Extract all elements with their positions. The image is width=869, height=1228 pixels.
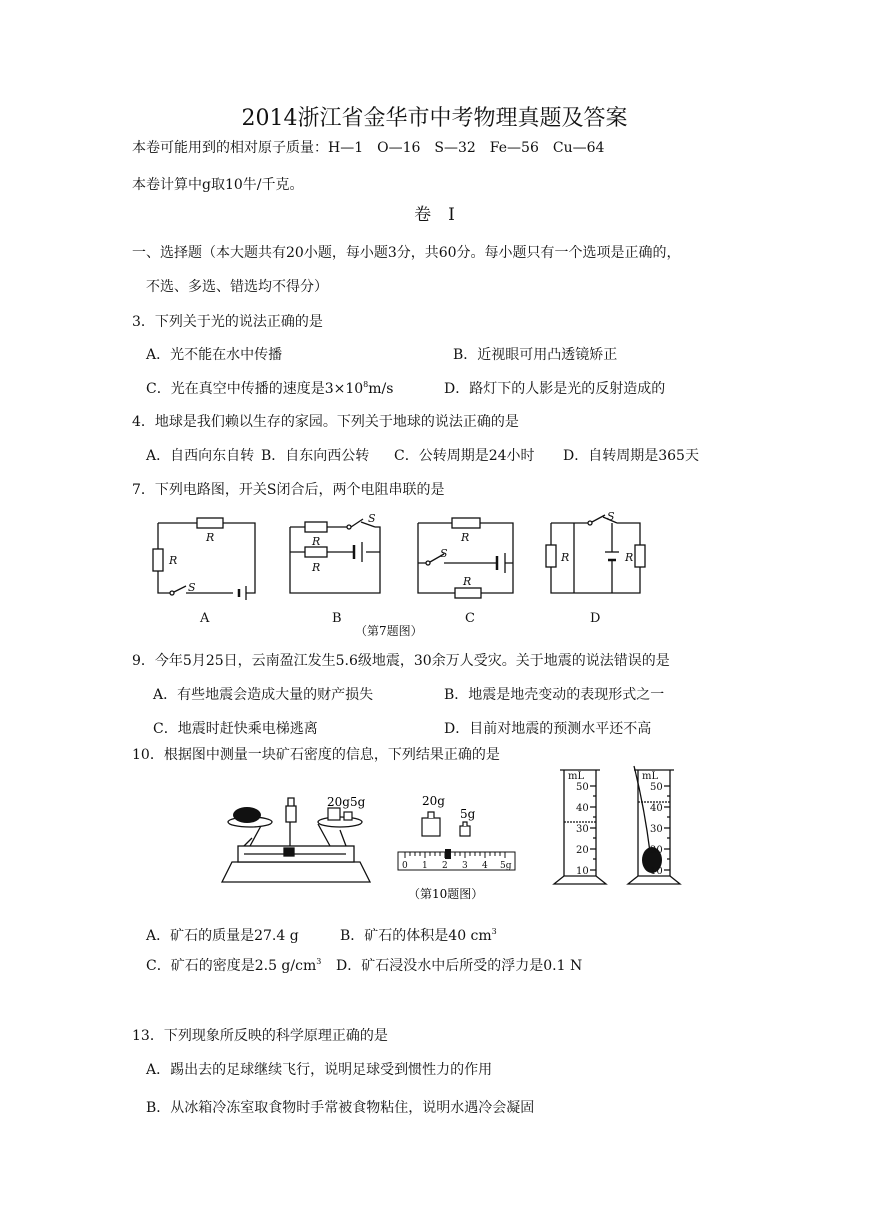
circuit-a-r-top: R [206, 531, 215, 544]
circuit-c-r-bottom: R [463, 575, 472, 588]
q10-caption: （第10题图） [408, 887, 484, 901]
q4-option-b: B．自东向西公转 [261, 448, 370, 464]
pan-weights [328, 808, 352, 820]
cylinder-1-tick-50: 50 [576, 782, 589, 793]
q9-option-d: D．目前对地震的预测水平还不高 [444, 721, 652, 737]
q3-option-d: D．路灯下的人影是光的反射造成的 [444, 381, 666, 397]
circuit-c-r-top: R [461, 531, 470, 544]
q4-option-a: A．自西向东自转 [146, 448, 255, 464]
circuit-c-label: C [465, 611, 475, 626]
weight-5g-label: 5g [460, 807, 476, 821]
circuit-b-label: B [332, 611, 342, 626]
q13-option-a: A．踢出去的足球继续飞行，说明足球受到惯性力的作用 [146, 1062, 493, 1078]
circuit-b-r-top: R [312, 535, 321, 548]
q9-option-a: A．有些地震会造成大量的财产损失 [153, 687, 374, 703]
q7-stem: 7．下列电路图，开关S闭合后，两个电阻串联的是 [132, 482, 445, 498]
ruler-tick-2: 2 [442, 861, 448, 871]
intro-g-value: 本卷计算中g取10牛/千克。 [132, 177, 304, 193]
instructions-line-1: 一、选择题（本大题共有20小题，每小题3分，共60分。每小题只有一个选项是正确的， [132, 245, 681, 261]
q4-option-d: D．自转周期是365天 [563, 448, 699, 464]
ruler-tick-5: 5g [500, 861, 512, 871]
cylinder-1-tick-20: 20 [576, 845, 589, 856]
ruler-tick-0: 0 [402, 861, 408, 871]
ore-rock [233, 807, 261, 823]
circuit-a-label: A [200, 611, 210, 626]
circuit-d-r-left: R [561, 551, 570, 564]
q10-option-d: D．矿石浸没水中后所受的浮力是0.1 N [336, 958, 583, 974]
q4-stem: 4．地球是我们赖以生存的家园。下列关于地球的说法正确的是 [132, 414, 519, 430]
weight-20g [422, 812, 440, 836]
circuit-d-label: D [590, 611, 601, 626]
pan-weights-label: 20g5g [327, 795, 366, 809]
q10-option-c: C．矿石的密度是2.5 $g/cm^3$ [146, 957, 322, 974]
q3-stem: 3．下列关于光的说法正确的是 [132, 314, 323, 330]
rider [445, 849, 451, 859]
circuit-a-r-left: R [169, 554, 178, 567]
ruler-tick-4: 4 [482, 861, 488, 871]
ruler-tick-1: 1 [422, 861, 428, 871]
weight-20g-label: 20g [422, 794, 445, 808]
cylinder-2-tick-10: 10 [650, 866, 663, 877]
q13-option-b: B．从冰箱冷冻室取食物时手常被食物粘住，说明水遇冷会凝固 [146, 1100, 535, 1116]
q3-option-c: C．光在真空中传播的速度是$3\times 10^8m/s$ [146, 380, 394, 397]
q7-caption: （第7题图） [355, 624, 423, 638]
page-title: 2014浙江省金华市中考物理真题及答案 [241, 106, 628, 131]
cylinder-1-tick-40: 40 [576, 803, 589, 814]
weight-5g [460, 822, 470, 836]
cylinder-2-tick-40: 40 [650, 803, 663, 814]
cylinder-2-tick-30: 30 [650, 824, 663, 835]
cylinder-1-tick-10: 10 [576, 866, 589, 877]
cylinder-2-tick-50: 50 [650, 782, 663, 793]
section-heading: 卷 Ⅰ [414, 205, 455, 225]
ruler-tick-3: 3 [462, 861, 468, 871]
circuit-c-switch: S [440, 547, 448, 560]
circuit-d-r-right: R [625, 551, 634, 564]
q9-option-b: B．地震是地壳变动的表现形式之一 [444, 687, 665, 703]
q9-option-c: C．地震时赶快乘电梯逃离 [153, 721, 318, 737]
q9-stem: 9．今年5月25日，云南盈江发生5.6级地震，30余万人受灾。关于地震的说法错误的是 [132, 653, 670, 669]
q3-option-b: B．近视眼可用凸透镜矫正 [453, 347, 618, 363]
q3-option-a: A．光不能在水中传播 [146, 347, 283, 363]
cylinder-1-tick-30: 30 [576, 824, 589, 835]
q4-option-c: C．公转周期是24小时 [394, 448, 535, 464]
instructions-line-2: 不选、多选、错选均不得分） [146, 279, 328, 295]
q10-stem: 10．根据图中测量一块矿石密度的信息，下列结果正确的是 [132, 747, 500, 763]
circuit-a-switch: S [188, 581, 196, 594]
q13-stem: 13．下列现象所反映的科学原理正确的是 [132, 1028, 388, 1044]
cylinder-2-unit: mL [642, 771, 659, 782]
cylinder-1-unit: mL [568, 771, 585, 782]
cylinder-2-tick-20: 20 [650, 845, 663, 856]
circuit-b-r-bottom: R [312, 561, 321, 574]
q10-option-b: B．矿石的体积是40 $cm^3$ [340, 927, 497, 944]
circuit-b-switch: S [368, 512, 376, 525]
intro-atomic-masses: 本卷可能用到的相对原子质量：H—1 O—16 S—32 Fe—56 Cu—64 [132, 140, 605, 156]
circuit-d-switch: S [607, 510, 615, 523]
q10-option-a: A．矿石的质量是27.4 g [146, 928, 299, 944]
rider-ruler [398, 852, 515, 870]
